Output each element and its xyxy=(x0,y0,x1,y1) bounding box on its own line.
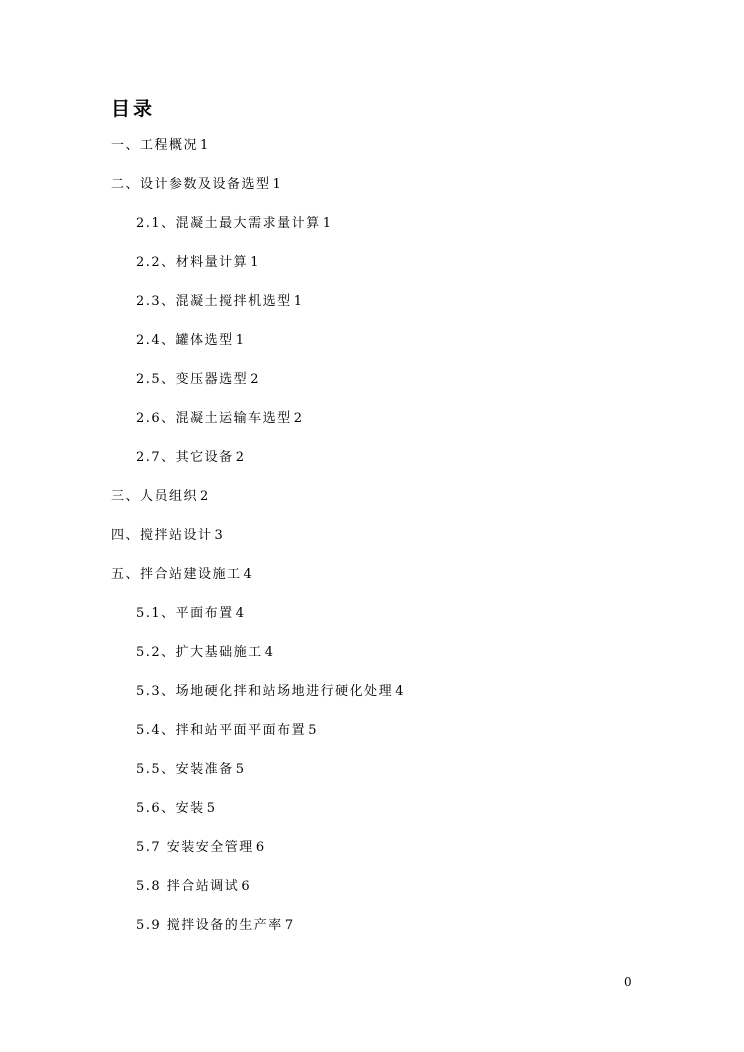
toc-entry-page-number: 1 xyxy=(272,177,283,192)
toc-entry xyxy=(0,448,744,487)
toc-entry-label: 五、拌合站建设施工 xyxy=(111,567,242,582)
toc-entry xyxy=(0,643,744,682)
toc-entry xyxy=(0,136,744,175)
toc-entry-link[interactable] xyxy=(136,294,303,309)
toc-entry xyxy=(0,916,744,955)
toc-entry xyxy=(0,331,744,370)
toc-entry-label: 5.9 搅拌设备的生产率 xyxy=(136,918,283,933)
toc-entry-link[interactable] xyxy=(136,606,245,621)
toc-entry-link[interactable] xyxy=(111,138,210,153)
toc-entry-link[interactable] xyxy=(111,528,224,543)
toc-entry-label: 5.7 安装安全管理 xyxy=(136,840,254,855)
toc-list xyxy=(0,136,744,955)
toc-entry xyxy=(0,526,744,565)
toc-entry xyxy=(0,604,744,643)
toc-entry-link[interactable] xyxy=(111,567,253,582)
toc-entry xyxy=(0,253,744,292)
toc-entry-link[interactable] xyxy=(136,918,295,933)
toc-entry-link[interactable] xyxy=(136,372,260,387)
toc-entry-page-number: 2 xyxy=(200,489,210,504)
toc-entry-label: 2.5、变压器选型 xyxy=(136,372,249,387)
toc-entry xyxy=(0,799,744,838)
toc-entry-link[interactable] xyxy=(111,177,282,192)
toc-entry-page-number: 6 xyxy=(241,879,252,894)
toc-entry-page-number: 6 xyxy=(255,840,266,855)
toc-entry-link[interactable] xyxy=(136,801,216,816)
toc-entry-label: 5.2、扩大基础施工 xyxy=(136,645,263,660)
toc-entry-link[interactable] xyxy=(136,255,260,270)
toc-entry-label: 二、设计参数及设备选型 xyxy=(111,177,271,192)
toc-entry xyxy=(0,292,744,331)
toc-entry-link[interactable] xyxy=(136,333,245,348)
toc-entry-label: 2.1、混凝土最大需求量计算 xyxy=(136,216,321,231)
toc-entry-label: 5.1、平面布置 xyxy=(136,606,234,621)
toc-entry-label: 2.6、混凝土运输车选型 xyxy=(136,411,292,426)
toc-entry-link[interactable] xyxy=(136,840,266,855)
toc-entry-label: 5.3、场地硬化拌和站场地进行硬化处理 xyxy=(136,684,394,699)
toc-entry-label: 2.4、罐体选型 xyxy=(136,333,234,348)
toc-entry-link[interactable] xyxy=(136,216,332,231)
toc-entry xyxy=(0,760,744,799)
toc-entry-page-number: 5 xyxy=(235,762,246,777)
toc-entry-page-number: 1 xyxy=(293,294,304,309)
toc-entry-link[interactable] xyxy=(111,489,210,504)
toc-entry-page-number: 4 xyxy=(235,606,246,621)
toc-entry-link[interactable] xyxy=(136,879,251,894)
toc-entry-link[interactable] xyxy=(136,645,274,660)
toc-entry-page-number: 4 xyxy=(395,684,405,699)
page-number: 0 xyxy=(624,975,632,989)
toc-entry-link[interactable] xyxy=(136,450,245,465)
toc-entry-page-number: 2 xyxy=(293,411,304,426)
toc-entry-link[interactable] xyxy=(136,723,318,738)
toc-entry-label: 2.3、混凝土搅拌机选型 xyxy=(136,294,292,309)
toc-entry-page-number: 2 xyxy=(250,372,260,387)
toc-entry-page-number: 4 xyxy=(243,567,254,582)
toc-entry-link[interactable] xyxy=(136,411,303,426)
toc-entry-label: 一、工程概况 xyxy=(111,138,199,153)
toc-entry-page-number: 1 xyxy=(235,333,246,348)
toc-title: 目录 xyxy=(111,98,156,120)
toc-entry-page-number: 5 xyxy=(206,801,217,816)
toc-entry-link[interactable] xyxy=(136,684,405,699)
toc-entry-page-number: 7 xyxy=(284,918,295,933)
toc-entry xyxy=(0,877,744,916)
toc-entry-label: 5.5、安装准备 xyxy=(136,762,234,777)
toc-entry-label: 三、人员组织 xyxy=(111,489,199,504)
toc-entry xyxy=(0,409,744,448)
toc-entry-page-number: 1 xyxy=(250,255,260,270)
toc-entry-page-number: 2 xyxy=(235,450,246,465)
toc-entry xyxy=(0,721,744,760)
toc-entry-label: 四、搅拌站设计 xyxy=(111,528,213,543)
toc-entry-label: 2.7、其它设备 xyxy=(136,450,234,465)
toc-entry-page-number: 3 xyxy=(214,528,225,543)
toc-entry-label: 5.4、拌和站平面平面布置 xyxy=(136,723,307,738)
toc-entry xyxy=(0,565,744,604)
toc-entry xyxy=(0,214,744,253)
toc-entry xyxy=(0,370,744,409)
toc-entry-page-number: 4 xyxy=(264,645,275,660)
toc-entry xyxy=(0,175,744,214)
toc-entry-link[interactable] xyxy=(136,762,245,777)
toc-entry-page-number: 5 xyxy=(308,723,318,738)
toc-entry xyxy=(0,487,744,526)
toc-entry-label: 5.8 拌合站调试 xyxy=(136,879,240,894)
toc-entry-label: 5.6、安装 xyxy=(136,801,205,816)
toc-entry-label: 2.2、材料量计算 xyxy=(136,255,249,270)
toc-entry-page-number: 1 xyxy=(200,138,210,153)
toc-entry-page-number: 1 xyxy=(322,216,333,231)
toc-entry xyxy=(0,838,744,877)
toc-entry xyxy=(0,682,744,721)
